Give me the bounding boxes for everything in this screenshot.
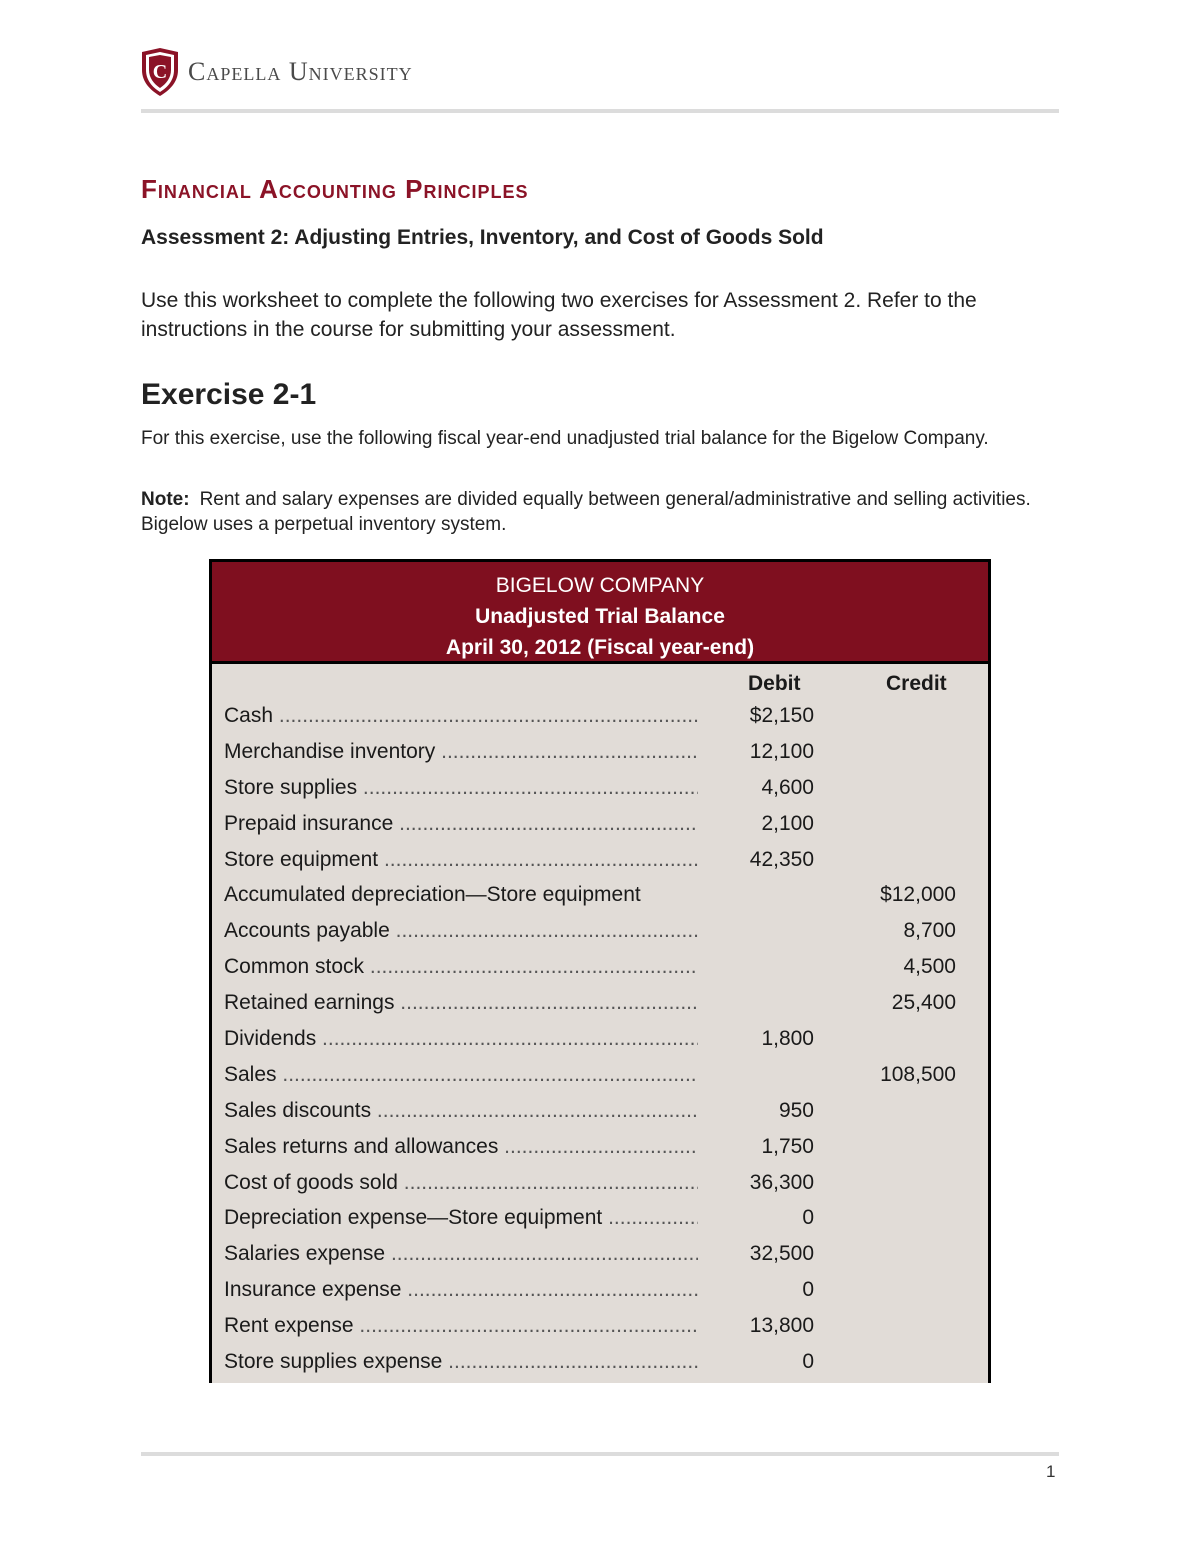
credit-column-header: Credit [886,672,947,695]
debit-amount: 32,500 [749,1242,814,1266]
trial-balance-rows [212,700,988,1382]
account-name: Accumulated depreciation—Store equipment [224,883,641,907]
table-row [212,1238,988,1274]
credit-amount: $12,000 [880,883,956,907]
table-row [212,987,988,1023]
debit-amount: 4,600 [761,775,814,799]
account-name: Cost of goods sold ..... [224,1171,698,1195]
exercise-note [141,487,1041,537]
account-name: Store supplies ..... [224,776,698,800]
document-subtitle: Assessment 2: Adjusting Entries, Inventory, and Cost of Goods Sold [141,226,824,249]
column-headers [212,664,988,700]
debit-amount: 36,300 [749,1170,814,1194]
table-row [212,1167,988,1203]
table-row [212,736,988,772]
account-name: Sales discounts ..... [224,1099,698,1123]
table-row [212,1095,988,1131]
table-row [212,700,988,736]
account-name: Salaries expense ..... [224,1242,698,1266]
intro-paragraph: Use this worksheet to complete the following two exercises for Assessment 2. Refer to the instructions in the course for submitting your assessment. [141,289,977,341]
table-row [212,951,988,987]
debit-amount: $2,150 [749,704,814,727]
table-row [212,1202,988,1238]
header-divider [141,109,1059,113]
account-name: Insurance expense ..... [224,1278,698,1302]
debit-amount: 1,800 [761,1027,814,1051]
table-row [212,915,988,951]
table-row [212,1274,988,1310]
account-name: Sales returns and allowances ..... [224,1135,698,1159]
exercise-heading: Exercise 2-1 [141,378,317,411]
logo-wordmark: Capella University [188,57,413,86]
table-row [212,1059,988,1095]
table-row [212,844,988,880]
account-name: Cash ..... [224,704,698,728]
account-name: Store supplies expense ..... [224,1350,698,1374]
exercise-description: For this exercise, use the following fiscal year-end unadjusted trial balance for the Bigelow Company. [141,428,989,449]
table-row [212,1310,988,1346]
debit-amount: 0 [802,1206,814,1230]
svg-text:C: C [152,61,168,83]
table-row [212,1346,988,1382]
table-row [212,879,988,915]
account-name: Merchandise inventory ..... [224,740,698,764]
debit-amount: 42,350 [749,847,814,871]
account-name: Depreciation expense—Store equipment ..... [224,1206,698,1230]
account-name: Accounts payable ..... [224,919,698,943]
table-row [212,1023,988,1059]
footer-divider [141,1452,1059,1456]
credit-amount: 108,500 [880,1062,956,1086]
account-name: Dividends ..... [224,1027,698,1051]
company-name: BIGELOW COMPANY [495,574,705,597]
debit-amount: 1,750 [761,1134,814,1158]
table-row [212,772,988,808]
note-text: Rent and salary expenses are divided equally between general/administrative and selling activities. Bigelow uses a perpetual inventory system. [141,489,1031,535]
debit-amount: 0 [802,1350,814,1374]
debit-amount: 0 [802,1278,814,1302]
account-name: Store equipment ..... [224,848,698,872]
account-name: Rent expense ..... [224,1314,698,1338]
account-name: Retained earnings ..... [224,991,698,1015]
debit-amount: 13,800 [749,1314,814,1338]
debit-amount: 2,100 [761,811,814,835]
account-name: Sales ..... [224,1063,698,1087]
table-row [212,1131,988,1167]
trial-balance-title: Unadjusted Trial Balance [475,605,725,628]
account-name: Prepaid insurance ..... [224,812,698,836]
account-name: Common stock ..... [224,955,698,979]
document-title: Financial Accounting Principles [141,174,529,204]
trial-balance-date: April 30, 2012 (Fiscal year-end) [445,636,755,659]
capella-logo [140,48,413,96]
trial-balance-header [212,562,988,664]
credit-amount: 8,700 [903,919,956,943]
credit-amount: 25,400 [891,991,956,1015]
table-row [212,808,988,844]
debit-amount: 12,100 [749,739,814,763]
debit-amount: 950 [778,1098,814,1122]
credit-amount: 4,500 [903,955,956,979]
trial-balance-table [209,559,991,1383]
note-label: Note: [141,489,190,510]
debit-column-header: Debit [748,672,801,695]
shield-icon [140,48,180,96]
page-number: 1 [1046,1462,1056,1481]
